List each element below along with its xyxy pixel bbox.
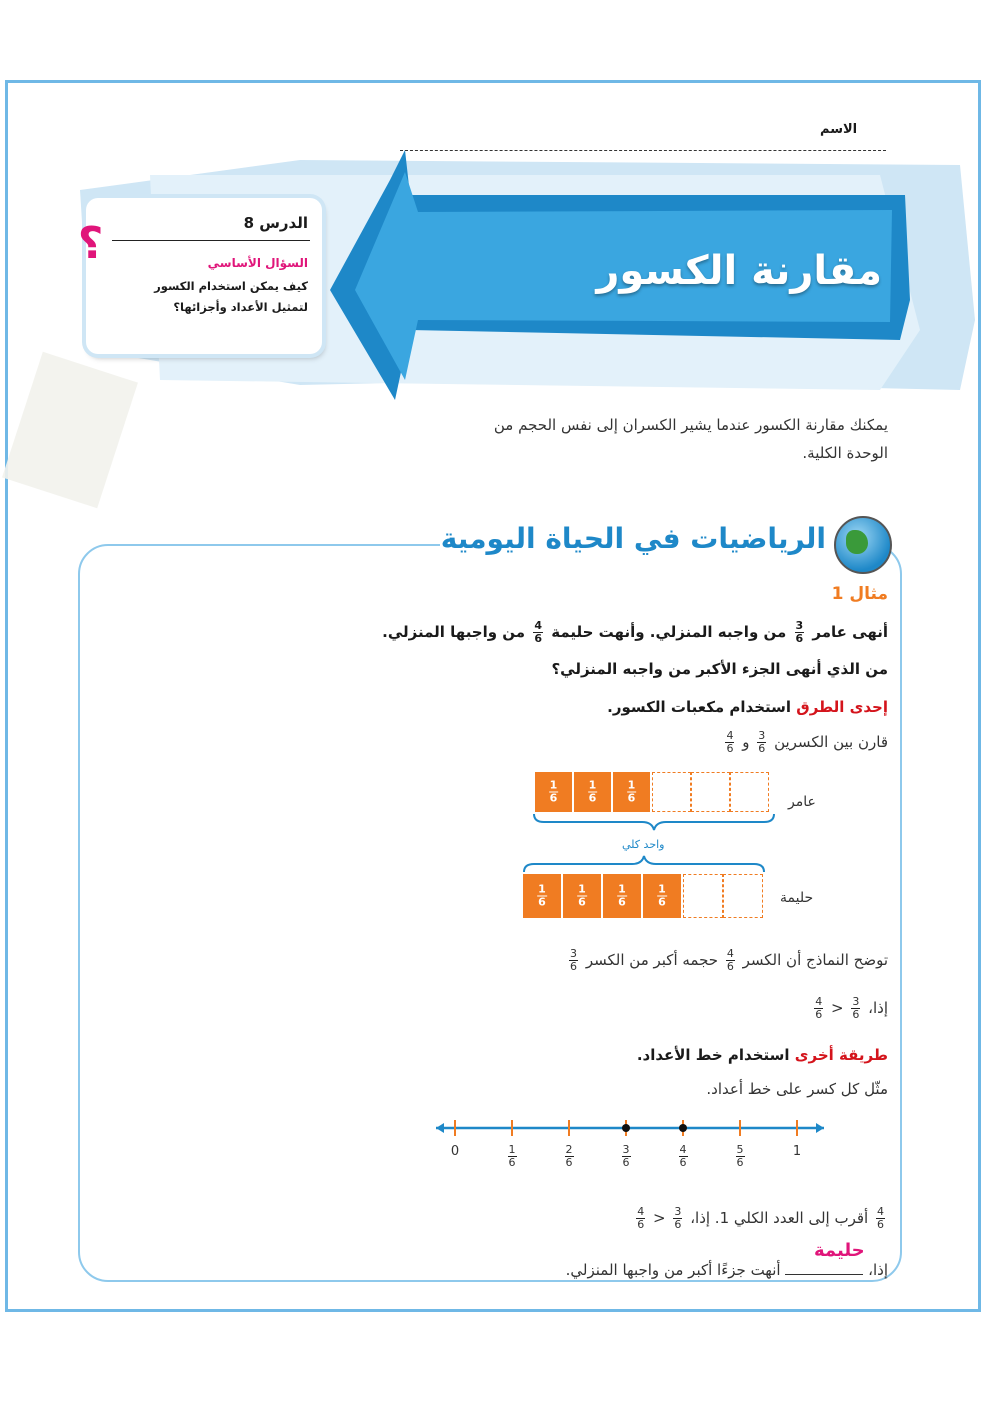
compare-line: [722, 730, 888, 755]
frac-den: 6: [538, 895, 546, 909]
fraction-cube-filled: [613, 772, 652, 812]
fraction-four-sixths: [636, 1206, 645, 1231]
amer-brace: [530, 812, 780, 836]
question-text-c: من واجبها المنزلي.: [382, 623, 526, 641]
section-box: [78, 544, 902, 1282]
number-line-point: [679, 1124, 687, 1132]
frac-den: 6: [549, 791, 558, 805]
closer-text: أقرب إلى العدد الكلي 1. إذا،: [690, 1209, 869, 1227]
final-so: إذا،: [868, 1261, 888, 1279]
number-line-label: $\frac{1}{6}$: [508, 1143, 516, 1169]
frac-num: 3: [852, 995, 860, 1008]
models-text-b: حجمه أكبر من الكسر: [585, 951, 719, 969]
so-label: إذا،: [868, 999, 888, 1017]
closer-line: [633, 1206, 888, 1231]
frac-num: 4: [534, 619, 542, 632]
frac-den: 6: [758, 742, 766, 755]
frac-num: 4: [815, 995, 823, 1008]
cube-fraction-label: [537, 884, 547, 909]
frac-den: 6: [726, 742, 734, 755]
frac-den: 6: [570, 960, 578, 973]
fraction-cube-empty: [691, 772, 730, 812]
frac-den: 6: [658, 895, 666, 909]
answer-blank[interactable]: [785, 1260, 863, 1275]
final-line: [566, 1260, 888, 1279]
example-title: مثال 1: [831, 584, 888, 604]
lesson-card: [86, 198, 322, 354]
frac-den: 6: [578, 895, 586, 909]
frac-num: 1: [549, 778, 558, 792]
frac-num: 3: [758, 729, 766, 742]
fraction-three-sixths: [851, 996, 860, 1021]
less-than-sign: <: [653, 1209, 666, 1227]
fraction-cube-empty: [683, 874, 723, 918]
arrow-left-icon: [436, 1123, 444, 1133]
whole-label: واحد كلي: [622, 838, 665, 851]
arrow-right-icon: [816, 1123, 824, 1133]
so-line-1: [811, 996, 888, 1021]
halima-brace: [520, 852, 770, 874]
frac-num: 1: [627, 778, 636, 792]
number-line-label: $\frac{5}{6}$: [736, 1143, 744, 1169]
fraction-four-sixths: [876, 1206, 885, 1231]
frac-den: 6: [627, 791, 636, 805]
frac-num: 1: [618, 882, 626, 896]
essential-question-text: كيف يمكن استخدام الكسور لتمثيل الأعداد وأجزائها؟: [154, 279, 308, 314]
number-line-label: $\frac{2}{6}$: [565, 1143, 573, 1169]
lesson-number: الدرس 8: [243, 214, 308, 232]
fraction-four-sixths: [725, 730, 734, 755]
way-two-text: استخدام خط الأعداد.: [636, 1046, 790, 1064]
frac-den: 6: [588, 791, 597, 805]
fraction-cube-empty: [730, 772, 769, 812]
frac-num: 3: [570, 947, 578, 960]
final-answer: حليمة: [814, 1240, 865, 1261]
frac-num: 3: [674, 1205, 682, 1218]
globe-land: [846, 530, 868, 554]
fraction-cube-filled: [523, 874, 563, 918]
less-than-sign: <: [831, 999, 844, 1017]
question-text-a: أنهى عامر: [812, 623, 888, 641]
frac-num: 3: [795, 619, 804, 632]
fraction-cube-filled: [603, 874, 643, 918]
way-one-label: إحدى الطرق: [796, 698, 888, 716]
fraction-cube-filled: [643, 874, 683, 918]
frac-num: 4: [726, 729, 734, 742]
way-one: [607, 698, 888, 716]
final-text: أنهت جزءًا أكبر من واجبها المنزلي.: [565, 1261, 781, 1279]
compare-text: قارن بين الكسرين: [774, 733, 888, 751]
fraction-cube-empty: [723, 874, 763, 918]
frac-den: 6: [637, 1218, 645, 1231]
frac-num: 4: [877, 1205, 884, 1218]
frac-den: 6: [726, 960, 734, 973]
frac-num: 4: [637, 1205, 645, 1218]
frac-num: 1: [658, 882, 666, 896]
lesson-rule: [112, 240, 310, 241]
number-line-label: 0: [450, 1144, 460, 1159]
frac-den: 6: [795, 632, 804, 645]
fraction-four-sixths: [814, 996, 823, 1021]
way-two-label: طريقة أخرى: [794, 1046, 888, 1064]
frac-den: 6: [852, 1008, 860, 1021]
fraction-four-sixths: [726, 948, 735, 973]
cube-fraction-label: [657, 884, 667, 909]
amer-label: عامر: [788, 794, 816, 810]
cube-fraction-label: [549, 780, 559, 805]
and-word: و: [742, 733, 750, 751]
name-label: الاسم: [820, 122, 858, 137]
frac-num: 4: [726, 947, 734, 960]
question-mark-icon: ?: [78, 218, 104, 269]
frac-num: 1: [588, 778, 597, 792]
fraction-cube-filled: [574, 772, 613, 812]
question-text-b: من واجبه المنزلي. وأنهت حليمة: [551, 623, 787, 641]
fraction-four-sixths: [533, 620, 543, 645]
cube-fraction-label: [588, 780, 598, 805]
number-line-label: $\frac{4}{6}$: [679, 1143, 687, 1169]
models-line: [566, 948, 888, 973]
frac-num: 1: [578, 882, 586, 896]
question-line-1: [382, 620, 888, 645]
fraction-three-sixths: [673, 1206, 682, 1231]
fraction-cube-filled: [535, 772, 574, 812]
number-line-label: $\frac{3}{6}$: [622, 1143, 630, 1169]
frac-den: 6: [534, 632, 542, 645]
plot-instruction: مثّل كل كسر على خط أعداد.: [706, 1080, 888, 1098]
number-line-label: 1: [792, 1144, 802, 1159]
page-title: مقارنة الكسور: [596, 248, 882, 294]
models-text-a: توضح النماذج أن الكسر: [742, 951, 888, 969]
fraction-cube-filled: [563, 874, 603, 918]
fraction-cube-empty: [652, 772, 691, 812]
fraction-three-sixths: [795, 620, 805, 645]
intro-text: يمكنك مقارنة الكسور عندما يشير الكسران إلى نفس الحجم من الوحدة الكلية.: [493, 416, 888, 462]
frac-den: 6: [618, 895, 626, 909]
cube-fraction-label: [577, 884, 587, 909]
section-heading: الرياضيات في الحياة اليومية: [440, 522, 826, 555]
number-line-point: [622, 1124, 630, 1132]
fraction-three-sixths: [569, 948, 578, 973]
frac-den: 6: [877, 1218, 884, 1231]
frac-num: 1: [538, 882, 546, 896]
cube-fraction-label: [617, 884, 627, 909]
essential-question-title: السؤال الأساسي: [207, 256, 308, 270]
halima-label: حليمة: [780, 890, 814, 906]
frac-den: 6: [674, 1218, 682, 1231]
way-one-text: استخدام مكعبات الكسور.: [607, 698, 792, 716]
way-two: [637, 1046, 888, 1064]
cube-fraction-label: [627, 780, 637, 805]
frac-den: 6: [815, 1008, 823, 1021]
fraction-three-sixths: [757, 730, 766, 755]
question-line-2: من الذي أنهى الجزء الأكبر من واجبه المنزلي؟: [551, 660, 888, 678]
